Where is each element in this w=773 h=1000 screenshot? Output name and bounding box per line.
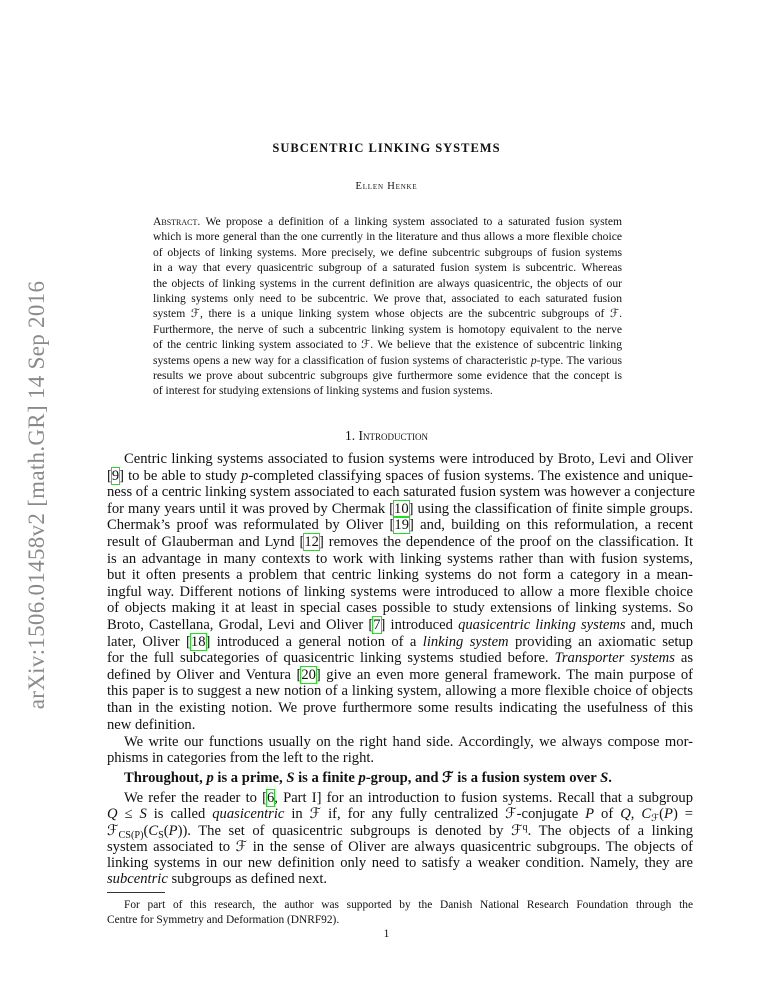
- text-line: of the centric linking system associated to ℱ. We believe that the existence of subcentric linking: [153, 338, 622, 352]
- text-line: system ℱ, there is a unique linking system whose objects are the subcentric subgroups of ℱ.: [153, 307, 622, 321]
- section-title: Introduction: [358, 428, 428, 443]
- text-line: Throughout, p is a prime, S is a finite p-group, and ℱ is a fusion system over S.: [124, 770, 612, 786]
- citation-link[interactable]: 9: [111, 467, 120, 484]
- text-line: system associated to ℱ in the sense of Oliver are always quasicentric subgroups. The objects of: [107, 838, 693, 855]
- text-line: Broto, Castellana, Grodal, Levi and Oliver [7] introduced quasicentric linking systems and, much: [107, 616, 693, 633]
- text-line: for the full subcategories of quasicentric linking systems studied before. Transporter systems as: [107, 650, 694, 667]
- paper-title: SUBCENTRIC LINKING SYSTEMS: [272, 141, 501, 155]
- text-line: the objects of linking systems in the current definition are always quasicentric, the objects of our: [153, 276, 622, 290]
- text-line: results we prove about subcentric subgroups give furthermore some evidence that the concept is: [153, 369, 622, 383]
- text-line: Centric linking systems associated to fusion systems were introduced by Broto, Levi and Oliver: [124, 451, 693, 467]
- text-line: but it often presents a problem that centric linking systems do not form a category in a mean-: [107, 567, 693, 584]
- paragraph-standing-assumption: [107, 770, 693, 787]
- text-line: Centre for Symmetry and Deformation (DNRF92).: [107, 914, 340, 927]
- text-line: defined by Oliver and Ventura [20] give an even more general framework. The main purpose of: [107, 666, 693, 683]
- footnote: [107, 898, 693, 928]
- text-line: new definition.: [107, 716, 196, 733]
- text-line: result of Glauberman and Lynd [12] removes the dependence of the proof on the classification. It: [107, 533, 693, 550]
- text-line: in a way that every quasicentric subgroup of a saturated fusion system is subcentric. Whereas: [153, 261, 622, 275]
- text-line: $ℱ_{CS(P)}(C_S(P))$. The set of quasicentric subgroups is denoted by ℱ$^q$. The objects of a linking: [107, 821, 693, 841]
- text-line: of objects making it at least in special cases possible to study extensions of linking systems. So: [107, 600, 693, 617]
- text-line: Abstract. We propose a definition of a linking system associated to a saturated fusion system: [153, 215, 622, 228]
- section-number: 1.: [345, 428, 356, 443]
- text-line: We refer the reader to [6, Part I] for an introduction to fusion systems. Recall that a subgroup: [124, 790, 693, 806]
- citation-link[interactable]: 19: [394, 517, 410, 534]
- text-line: linking systems only need to be subcentric. We prove that, associated to each saturated fusion: [153, 292, 622, 306]
- text-line: is an advantage in many contexts to work with linking systems rather than with fusion systems,: [107, 550, 693, 567]
- text-line: Furthermore, the nerve of such a subcentric linking system is homotopy equivalent to the nerve: [153, 322, 622, 336]
- author-name: Ellen Henke: [355, 181, 418, 192]
- citation-link[interactable]: 6: [266, 790, 275, 806]
- text-line: For part of this research, the author was supported by the Danish National Research Foundation through the: [124, 899, 693, 911]
- citation-link[interactable]: 12: [304, 533, 319, 550]
- text-line: of objects of linking systems. More precisely, we define subcentric subgroups of fusion systems: [153, 245, 622, 259]
- text-line: Q ≤ S is called quasicentric in ℱ if, for any fully centralized ℱ-conjugate P of Q, $C_ℱ(P)$ =: [107, 806, 693, 825]
- text-line: We write our functions usually on the right hand side. Accordingly, we always compose mor-: [124, 734, 693, 750]
- citation-link[interactable]: 20: [301, 666, 316, 683]
- citation-link[interactable]: 7: [373, 616, 381, 633]
- text-line: ness of a centric linking system associated to each saturated fusion system was however a conjecture: [107, 484, 696, 501]
- text-line: [9] to be able to study p-completed classifying spaces of fusion systems. The existence and unique-: [107, 467, 693, 484]
- citation-link[interactable]: 18: [190, 633, 206, 650]
- text-line: systems opens a new way for a classification of fusion systems of characteristic p-type. The various: [153, 353, 622, 367]
- text-line: for many years until it was proved by Chermak [10] using the classification of finite simple groups.: [107, 500, 693, 517]
- text-line: of interest for studying extensions of linking systems and fusion systems.: [153, 384, 493, 398]
- text-line: later, Oliver [18] introduced a general notion of a linking system providing an axiomatic setup: [107, 633, 694, 650]
- abstract: [153, 214, 622, 399]
- text-line: this paper is to suggest a new notion of a linking system, allowing a more flexible choice of objects: [107, 683, 693, 700]
- text-line: Chermak’s proof was reformulated by Oliver [19] and, building on this reformulation, a recent: [107, 517, 694, 534]
- text-line: ingful way. Different notions of linking systems were introduced to allow a more flexible choice: [107, 583, 693, 600]
- text-line: than in the existing notion. We prove furthermore some results indicating the usefulness of this: [107, 699, 693, 716]
- footnote-divider: [107, 892, 165, 893]
- paragraph-quasicentric: [107, 790, 693, 888]
- text-line: phisms in categories from the left to the right.: [107, 750, 375, 767]
- text-line: subcentric subgroups as defined next.: [107, 871, 328, 888]
- paragraph-conventions: [107, 734, 693, 767]
- citation-link[interactable]: 10: [394, 500, 409, 517]
- section-heading: [0, 428, 773, 444]
- text-line: linking systems in our new definition only need to satisfy a weaker condition. Namely, they are: [107, 855, 693, 872]
- text-line: which is more general than the one currently in the literature and thus allows a more flexible choice: [153, 230, 622, 244]
- page-number: 1: [383, 928, 390, 940]
- arxiv-identifier-sidebar: arXiv:1506.01458v2 [math.GR] 14 Sep 2016: [24, 280, 49, 710]
- paragraph-intro: [107, 451, 696, 733]
- abstract-label: Abstract.: [153, 215, 201, 228]
